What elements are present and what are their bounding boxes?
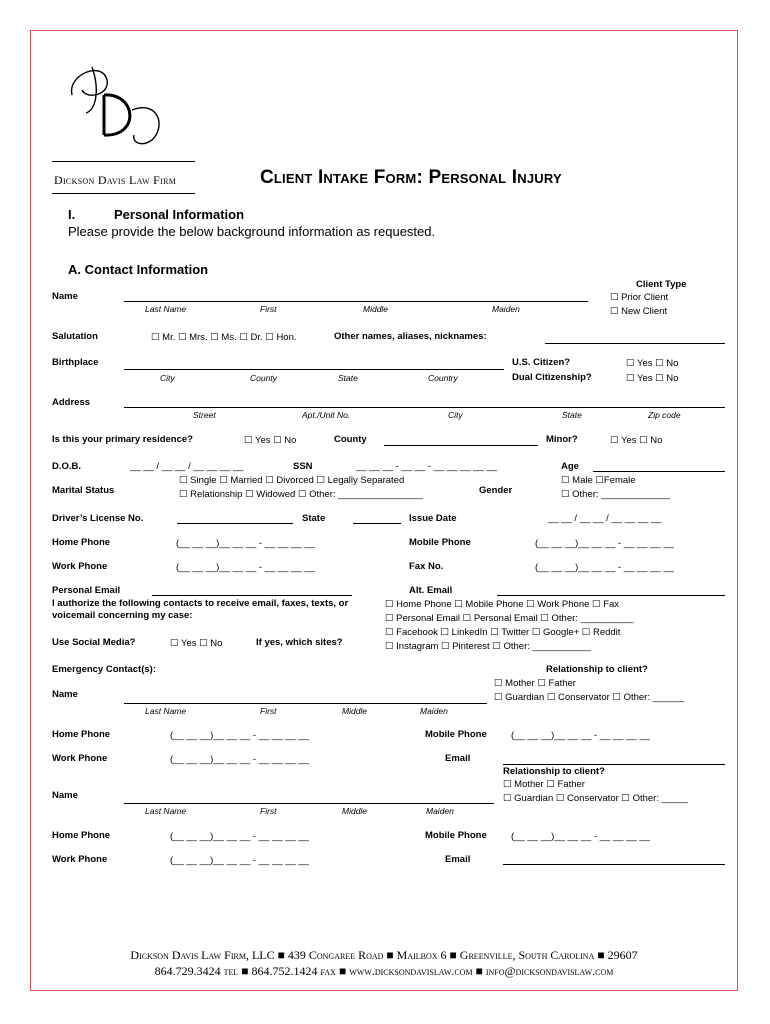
dual-citizenship-yes-no[interactable]: ☐ Yes ☐ No [626, 373, 679, 384]
relationship-label-2: Relationship to client? [503, 766, 605, 777]
middle-name-caption: Middle [363, 304, 389, 314]
emergency-name-label-1: Name [52, 689, 78, 700]
emergency-maiden-caption-2: Maiden [426, 806, 454, 816]
birth-city-caption: City [160, 373, 175, 383]
emergency-work-phone-field-2[interactable]: (__ __ __)__ __ __ - __ __ __ __ [170, 855, 309, 866]
emergency-email-field-1[interactable] [503, 764, 725, 765]
section-heading: Personal Information [114, 207, 245, 222]
emergency-name-label-2: Name [52, 790, 78, 801]
birth-country-caption: Country [428, 373, 458, 383]
emergency-work-phone-field-1[interactable]: (__ __ __)__ __ __ - __ __ __ __ [170, 754, 309, 765]
firm-name: Dickson Davis Law Firm [54, 173, 177, 187]
primary-residence-label: Is this your primary residence? [52, 434, 193, 445]
logo-rule-top [52, 161, 195, 162]
mobile-phone-label: Mobile Phone [409, 537, 471, 548]
footer-contact: 864.729.3424 tel ■ 864.752.1424 fax ■ www.dicksondavislaw.com ■ info@dicksondavislaw.com [154, 964, 614, 978]
issue-date-field[interactable]: __ __ / __ __ / __ __ __ __ [548, 513, 662, 524]
emergency-last-caption-1: Last Name [145, 706, 187, 716]
contact-options-row4[interactable]: ☐ Instagram ☐ Pinterest ☐ Other: ___________ [385, 641, 591, 652]
emergency-email-label-2: Email [445, 854, 471, 865]
section-number: I. [68, 207, 76, 222]
license-label: Driver’s License No. [52, 513, 144, 524]
client-type-label: Client Type [636, 279, 687, 290]
contact-options-row1[interactable]: ☐ Home Phone ☐ Mobile Phone ☐ Work Phone ☐ Fax [385, 599, 620, 610]
name-label: Name [52, 291, 78, 302]
social-media-label: Use Social Media? [52, 637, 136, 648]
birthplace-field[interactable] [124, 369, 504, 370]
emergency-work-phone-label-2: Work Phone [52, 854, 108, 865]
emergency-name-field-2[interactable] [124, 803, 494, 804]
relationship-options-1a[interactable]: ☐ Mother ☐ Father [494, 678, 576, 689]
home-phone-field[interactable]: (__ __ __)__ __ __ - __ __ __ __ [176, 538, 315, 549]
ssn-field[interactable]: __ __ __ - __ __ - __ __ __ __ __ [356, 461, 498, 472]
name-field[interactable] [124, 301, 588, 302]
birth-state-caption: State [338, 373, 358, 383]
section-instruction: Please provide the below background information as requested. [68, 224, 436, 239]
ssn-label: SSN [293, 461, 313, 472]
us-citizen-yes-no[interactable]: ☐ Yes ☐ No [626, 358, 679, 369]
emergency-last-caption-2: Last Name [145, 806, 187, 816]
license-field[interactable] [177, 523, 293, 524]
emergency-mobile-label-1: Mobile Phone [425, 729, 487, 740]
emergency-home-phone-field-1[interactable]: (__ __ __)__ __ __ - __ __ __ __ [170, 730, 309, 741]
street-caption: Street [193, 410, 216, 420]
license-state-label: State [302, 513, 326, 524]
work-phone-field[interactable]: (__ __ __)__ __ __ - __ __ __ __ [176, 562, 315, 573]
age-label: Age [561, 461, 579, 472]
prior-client-checkbox[interactable]: ☐ Prior Client [610, 292, 669, 303]
contact-options-row3[interactable]: ☐ Facebook ☐ LinkedIn ☐ Twitter ☐ Google+ ☐ Reddit [385, 627, 621, 638]
new-client-checkbox[interactable]: ☐ New Client [610, 306, 668, 317]
firm-logo [62, 55, 172, 155]
emergency-email-label-1: Email [445, 753, 471, 764]
minor-label: Minor? [546, 434, 578, 445]
other-names-label: Other names, aliases, nicknames: [334, 331, 487, 342]
emergency-contacts-label: Emergency Contact(s): [52, 664, 156, 675]
emergency-home-phone-field-2[interactable]: (__ __ __)__ __ __ - __ __ __ __ [170, 831, 309, 842]
license-state-field[interactable] [353, 523, 401, 524]
gender-options-row2[interactable]: ☐ Other: _____________ [561, 489, 670, 500]
emergency-first-caption-2: First [260, 806, 277, 816]
personal-email-label: Personal Email [52, 585, 121, 596]
emergency-home-phone-label-1: Home Phone [52, 729, 111, 740]
salutation-options[interactable]: ☐ Mr. ☐ Mrs. ☐ Ms. ☐ Dr. ☐ Hon. [151, 332, 297, 343]
birthplace-label: Birthplace [52, 357, 99, 368]
dual-citizenship-label: Dual Citizenship? [512, 372, 592, 383]
emergency-middle-caption-2: Middle [342, 806, 368, 816]
emergency-mobile-label-2: Mobile Phone [425, 830, 487, 841]
emergency-home-phone-label-2: Home Phone [52, 830, 111, 841]
last-name-caption: Last Name [145, 304, 187, 314]
address-label: Address [52, 397, 91, 408]
emergency-first-caption-1: First [260, 706, 277, 716]
emergency-email-field-2[interactable] [503, 864, 725, 865]
zip-caption: Zip code [648, 410, 681, 420]
minor-yes-no[interactable]: ☐ Yes ☐ No [610, 435, 663, 446]
emergency-mobile-field-1[interactable]: (__ __ __)__ __ __ - __ __ __ __ [511, 730, 650, 741]
authorize-text-2: voicemail concerning my case: [52, 610, 193, 621]
relationship-label-1: Relationship to client? [546, 664, 648, 675]
dob-field[interactable]: __ __ / __ __ / __ __ __ __ [130, 461, 244, 472]
gender-options-row1[interactable]: ☐ Male ☐Female [561, 475, 636, 486]
which-sites-label: If yes, which sites? [256, 637, 343, 648]
fax-label: Fax No. [409, 561, 444, 572]
county-field[interactable] [384, 445, 538, 446]
apt-caption: Apt./Unit No. [302, 410, 351, 420]
gender-label: Gender [479, 485, 513, 496]
form-title: Client Intake Form: Personal Injury [260, 167, 562, 188]
fax-field[interactable]: (__ __ __)__ __ __ - __ __ __ __ [535, 562, 674, 573]
relationship-options-2a[interactable]: ☐ Mother ☐ Father [503, 779, 585, 790]
alt-email-label: Alt. Email [409, 585, 453, 596]
first-name-caption: First [260, 304, 277, 314]
mobile-phone-field[interactable]: (__ __ __)__ __ __ - __ __ __ __ [535, 538, 674, 549]
marital-status-label: Marital Status [52, 485, 115, 496]
maiden-name-caption: Maiden [492, 304, 520, 314]
contact-heading: A. Contact Information [68, 262, 209, 277]
authorize-text-1: I authorize the following contacts to receive email, faxes, texts, or [52, 598, 349, 609]
dob-label: D.O.B. [52, 461, 82, 472]
emergency-maiden-caption-1: Maiden [420, 706, 448, 716]
address-city-caption: City [448, 410, 463, 420]
salutation-label: Salutation [52, 331, 98, 342]
marital-options-row2[interactable]: ☐ Relationship ☐ Widowed ☐ Other: ________________ [179, 489, 423, 500]
county-label: County [334, 434, 367, 445]
work-phone-label: Work Phone [52, 561, 108, 572]
emergency-middle-caption-1: Middle [342, 706, 368, 716]
home-phone-label: Home Phone [52, 537, 111, 548]
alt-email-field[interactable] [497, 595, 725, 596]
footer-address: Dickson Davis Law Firm, LLC ■ 439 Congaree Road ■ Mailbox 6 ■ Greenville, South Carolina ■ 29607 [130, 948, 638, 962]
contact-options-row2[interactable]: ☐ Personal Email ☐ Personal Email ☐ Other: __________ [385, 613, 634, 624]
issue-date-label: Issue Date [409, 513, 457, 524]
us-citizen-label: U.S. Citizen? [512, 357, 571, 368]
address-field[interactable] [124, 407, 725, 408]
other-names-field[interactable] [545, 343, 725, 344]
birth-county-caption: County [250, 373, 277, 383]
primary-residence-yes-no[interactable]: ☐ Yes ☐ No [244, 435, 297, 446]
relationship-options-1b[interactable]: ☐ Guardian ☐ Conservator ☐ Other: ______ [494, 692, 685, 703]
logo-rule-bottom [52, 193, 195, 194]
relationship-options-2b[interactable]: ☐ Guardian ☐ Conservator ☐ Other: _____ [503, 793, 689, 804]
emergency-mobile-field-2[interactable]: (__ __ __)__ __ __ - __ __ __ __ [511, 831, 650, 842]
personal-email-field[interactable] [152, 595, 352, 596]
emergency-name-field-1[interactable] [124, 703, 487, 704]
emergency-work-phone-label-1: Work Phone [52, 753, 108, 764]
marital-options-row1[interactable]: ☐ Single ☐ Married ☐ Divorced ☐ Legally Separated [179, 475, 405, 486]
address-state-caption: State [562, 410, 582, 420]
age-field[interactable] [593, 471, 725, 472]
social-media-yes-no[interactable]: ☐ Yes ☐ No [170, 638, 223, 649]
